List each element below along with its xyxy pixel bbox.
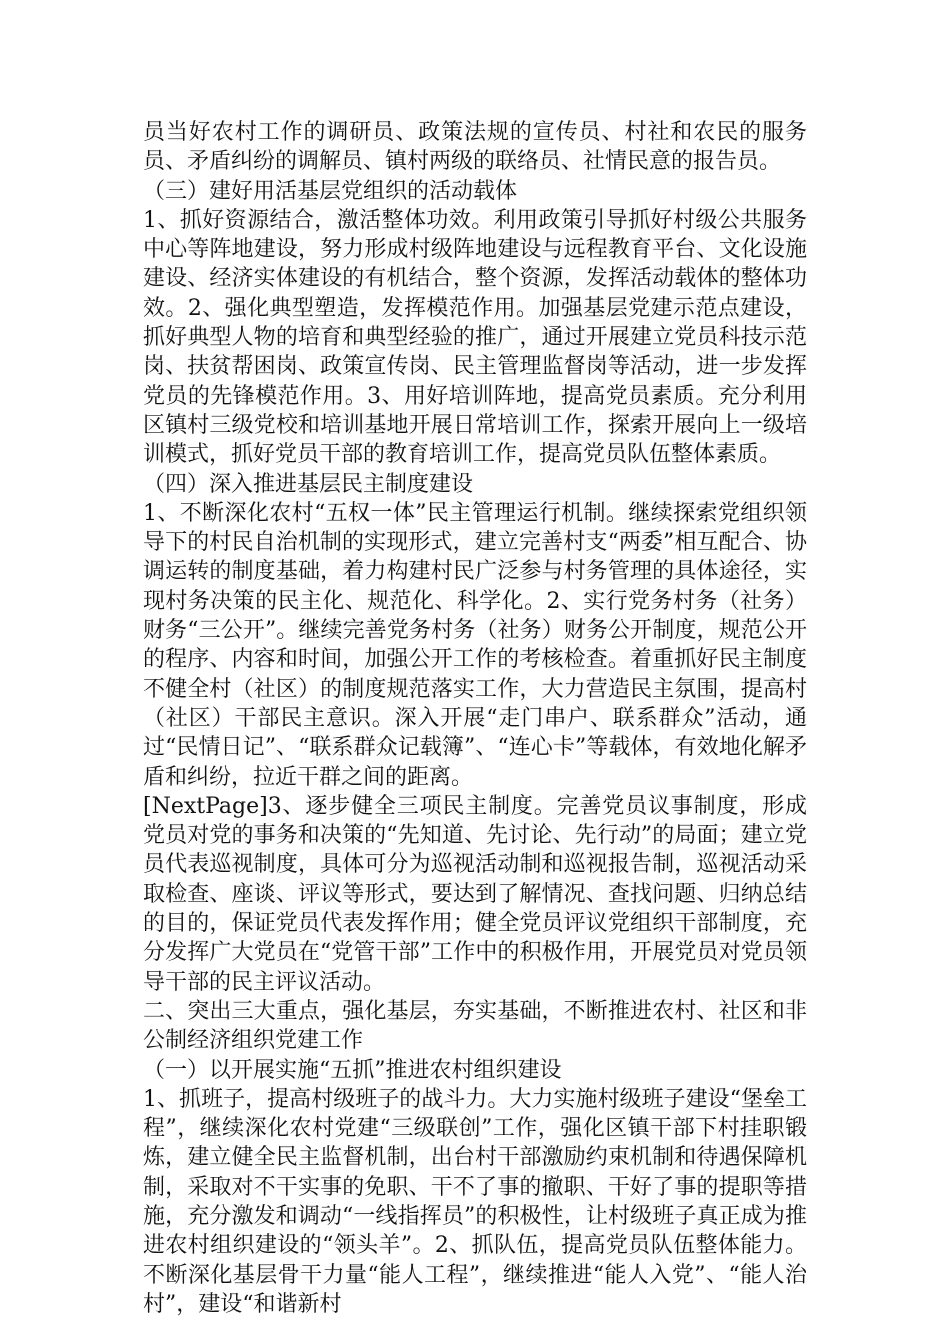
section-heading-4: （四）深入推进基层民主制度建设	[143, 471, 474, 497]
paragraph-intro-continuation: 员当好农村工作的调研员、政策法规的宣传员、村社和农民的服务员、矛盾纠纷的调解员、镇村两级的联络员、社情民意的报告员。	[143, 120, 807, 175]
paragraph-five-grasps: 1、抓班子，提高村级班子的战斗力。大力实施村级班子建设“堡垒工程”，继续深化农村党建“三级联创”工作，强化区镇干部下村挂职锻炼，建立健全民主监督机制，出台村干部激励约束机制和待遇保障机制，采取对不干实事的免职、干不了事的撤职、干好了事的提职等措施，充分激发和调动“一线指挥员”的积极性，让村级班子真正成为推进农村组织建设的“领头羊”。2、抓队伍，提高党员队伍整体能力。不断深化基层骨干力量“能人工程”，继续推进“能人入党”、“能人治村”，建设“和谐新村	[143, 1086, 807, 1317]
chapter-heading-2: 二、突出三大重点，强化基层，夯实基础，不断推进农村、社区和非公制经济组织党建工作	[143, 998, 807, 1054]
document-page	[143, 118, 807, 1319]
paragraph-activity-carrier: 1、抓好资源结合，激活整体功效。利用政策引导抓好村级公共服务中心等阵地建设，努力形成村级阵地建设与远程教育平台、文化设施建设、经济实体建设的有机结合，整个资源，发挥活动载体的整体功效。2、强化典型塑造，发挥模范作用。加强基层党建示范点建设，抓好典型人物的培育和典型经验的推广，通过开展建立党员科技示范岗、扶贫帮困岗、政策宣传岗、民主管理监督岗等活动，进一步发挥党员的先锋模范作用。3、用好培训阵地，提高党员素质。充分利用区镇村三级党校和培训基地开展日常培训工作，探索开展向上一级培训模式，抓好党员干部的教育培训工作，提高党员队伍整体素质。	[143, 207, 807, 468]
section-heading-1: （一）以开展实施“五抓”推进农村组织建设	[143, 1057, 562, 1083]
paragraph-democratic-mechanism: 1、不断深化农村“五权一体”民主管理运行机制。继续探索党组织领导下的村民自治机制的实现形式，建立完善村支“两委”相互配合、协调运转的制度基础，着力构建村民广泛参与村务管理的具体途径，实现村务决策的民主化、规范化、科学化。2、实行党务村务（社务）财务“三公开”。继续完善党务村务（社务）财务公开制度，规范公开的程序、内容和时间，加强公开工作的考核检查。着重抓好民主制度不健全村（社区）的制度规范落实工作，大力营造民主氛围，提高村（社区）干部民主意识。深入开展“走门串户、联系群众”活动，通过“民情日记”、“联系群众记载簿”、“连心卡”等载体，有效地化解矛盾和纠纷，拉近干群之间的距离。	[143, 500, 807, 790]
paragraph-three-systems: [NextPage]3、逐步健全三项民主制度。完善党员议事制度，形成党员对党的事务和决策的“先知道、先讨论、先行动”的局面；建立党员代表巡视制度，具体可分为巡视活动制和巡视报告制，巡视活动采取检查、座谈、评议等形式，要达到了解情况、查找问题、归纳总结的目的，保证党员代表发挥作用；健全党员评议党组织干部制度，充分发挥广大党员在“党管干部”工作中的积极作用，开展党员对党员领导干部的民主评议活动。	[143, 793, 807, 995]
section-heading-3: （三）建好用活基层党组织的活动载体	[143, 178, 518, 204]
